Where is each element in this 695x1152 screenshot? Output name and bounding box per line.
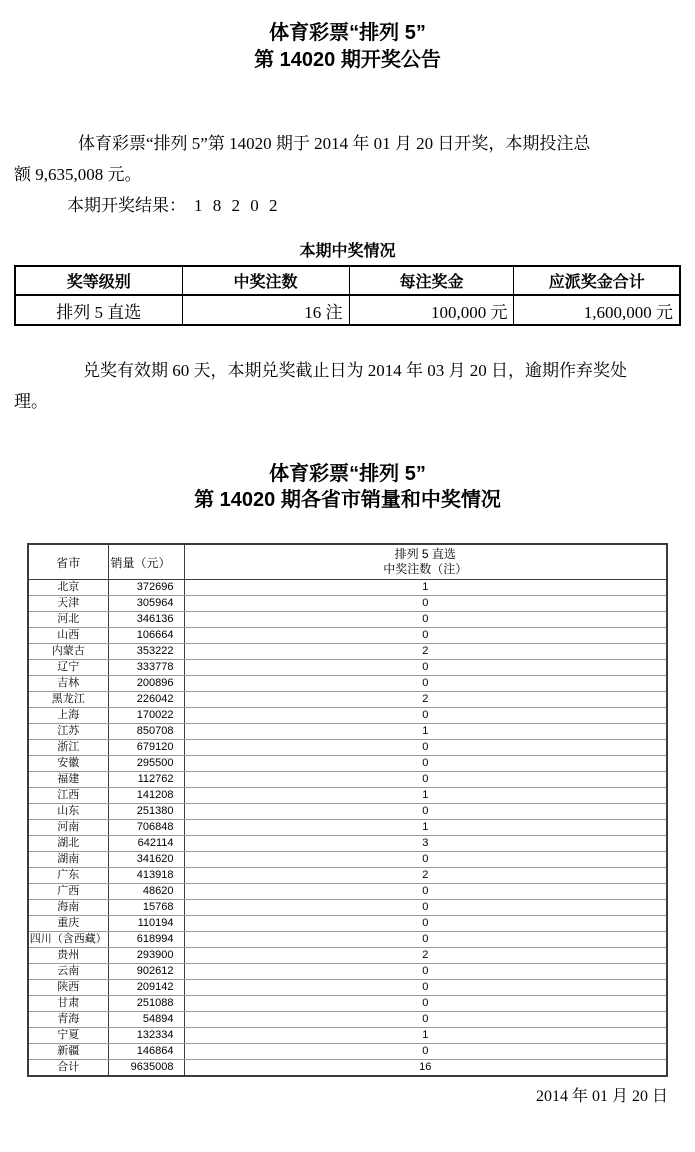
sales-header-count-line2: 中奖注数（注）	[383, 562, 468, 576]
province-cell: 上海	[28, 708, 108, 724]
sales-table-row	[28, 836, 667, 852]
sales-cell: 200896	[108, 676, 184, 692]
province-cell: 甘肃	[28, 996, 108, 1012]
count-cell: 0	[184, 596, 667, 612]
intro-paragraph	[14, 128, 681, 190]
province-cell: 山东	[28, 804, 108, 820]
sales-table-row	[28, 612, 667, 628]
sales-table-row	[28, 1012, 667, 1028]
count-cell: 0	[184, 660, 667, 676]
count-cell: 0	[184, 756, 667, 772]
count-cell: 0	[184, 964, 667, 980]
sales-table-row	[28, 772, 667, 788]
province-cell: 湖南	[28, 852, 108, 868]
sales-table	[27, 543, 668, 1077]
prize-table-header-row	[15, 266, 680, 295]
province-cell: 山西	[28, 628, 108, 644]
province-cell: 福建	[28, 772, 108, 788]
sales-cell: 146864	[108, 1044, 184, 1060]
province-cell: 贵州	[28, 948, 108, 964]
sales-cell: 132334	[108, 1028, 184, 1044]
province-cell: 辽宁	[28, 660, 108, 676]
sales-table-row	[28, 852, 667, 868]
province-cell: 浙江	[28, 740, 108, 756]
sales-cell: 333778	[108, 660, 184, 676]
count-cell: 1	[184, 580, 667, 596]
count-cell: 2	[184, 644, 667, 660]
sales-table-row	[28, 804, 667, 820]
redemption-paragraph	[14, 355, 681, 417]
count-cell: 1	[184, 724, 667, 740]
sales-cell: 618994	[108, 932, 184, 948]
intro-line1: 体育彩票“排列 5”第 14020 期于 2014 年 01 月 20 日开奖，本期投注总	[78, 134, 591, 153]
count-cell: 0	[184, 852, 667, 868]
sales-cell: 15768	[108, 900, 184, 916]
sales-table-row	[28, 820, 667, 836]
sales-header-count	[184, 544, 667, 580]
sales-table-row	[28, 660, 667, 676]
sales-table-row	[28, 692, 667, 708]
count-cell: 16	[184, 1060, 667, 1077]
sales-table-row	[28, 1060, 667, 1077]
announcement-title-line2: 第 14020 期开奖公告	[254, 49, 441, 71]
count-cell: 0	[184, 1044, 667, 1060]
sales-table-row	[28, 996, 667, 1012]
sales-cell: 112762	[108, 772, 184, 788]
sales-table-row	[28, 580, 667, 596]
province-cell: 广西	[28, 884, 108, 900]
sales-table-row	[28, 964, 667, 980]
count-cell: 0	[184, 916, 667, 932]
sales-cell: 251380	[108, 804, 184, 820]
count-cell: 0	[184, 996, 667, 1012]
province-cell: 内蒙古	[28, 644, 108, 660]
sales-cell: 209142	[108, 980, 184, 996]
sales-cell: 679120	[108, 740, 184, 756]
draw-result-label: 本期开奖结果：	[67, 196, 186, 215]
draw-result-numbers: 1 8 2 0 2	[194, 196, 281, 215]
count-cell: 0	[184, 740, 667, 756]
province-cell: 北京	[28, 580, 108, 596]
sales-table-row	[28, 740, 667, 756]
sales-cell: 305964	[108, 596, 184, 612]
prize-level-cell: 排列 5 直选	[15, 295, 182, 325]
sales-cell: 48620	[108, 884, 184, 900]
province-cell: 宁夏	[28, 1028, 108, 1044]
sales-cell: 902612	[108, 964, 184, 980]
count-cell: 2	[184, 948, 667, 964]
prize-amount-cell: 100,000 元	[349, 295, 514, 325]
sales-header-province: 省市	[28, 544, 108, 580]
sales-cell: 642114	[108, 836, 184, 852]
sales-table-row	[28, 900, 667, 916]
sales-cell: 141208	[108, 788, 184, 804]
province-cell: 吉林	[28, 676, 108, 692]
province-cell: 合计	[28, 1060, 108, 1077]
province-cell: 河南	[28, 820, 108, 836]
prize-table	[14, 265, 681, 326]
province-cell: 青海	[28, 1012, 108, 1028]
prize-header-amount: 每注奖金	[349, 266, 514, 295]
prize-count-cell: 16 注	[182, 295, 349, 325]
province-cell: 海南	[28, 900, 108, 916]
sales-cell: 9635008	[108, 1060, 184, 1077]
sales-table-row	[28, 708, 667, 724]
intro-line2: 额 9,635,008 元。	[14, 165, 142, 184]
sales-cell: 106664	[108, 628, 184, 644]
sales-cell: 251088	[108, 996, 184, 1012]
sales-table-row	[28, 948, 667, 964]
sales-table-row	[28, 628, 667, 644]
count-cell: 1	[184, 820, 667, 836]
announcement-title	[14, 0, 681, 74]
province-cell: 陕西	[28, 980, 108, 996]
province-cell: 新疆	[28, 1044, 108, 1060]
prize-header-level: 奖等级别	[15, 266, 182, 295]
sales-table-row	[28, 1028, 667, 1044]
sales-cell: 293900	[108, 948, 184, 964]
count-cell: 0	[184, 772, 667, 788]
sales-cell: 226042	[108, 692, 184, 708]
province-cell: 四川（含西藏）	[28, 932, 108, 948]
sales-table-row	[28, 1044, 667, 1060]
count-cell: 0	[184, 612, 667, 628]
sales-title-line1: 体育彩票“排列 5”	[269, 463, 426, 485]
count-cell: 0	[184, 884, 667, 900]
sales-table-header-row	[28, 544, 667, 580]
count-cell: 1	[184, 788, 667, 804]
province-cell: 云南	[28, 964, 108, 980]
sales-section-title	[14, 461, 681, 513]
prize-header-count: 中奖注数	[182, 266, 349, 295]
sales-table-row	[28, 884, 667, 900]
redemption-line2: 理。	[14, 392, 48, 411]
count-cell: 0	[184, 900, 667, 916]
province-cell: 天津	[28, 596, 108, 612]
redemption-line1: 兑奖有效期 60 天，本期兑奖截止日为 2014 年 03 月 20 日，逾期作弃奖处	[83, 361, 627, 380]
province-cell: 广东	[28, 868, 108, 884]
count-cell: 0	[184, 628, 667, 644]
sales-table-row	[28, 980, 667, 996]
prize-table-row	[15, 295, 680, 325]
sales-table-row	[28, 676, 667, 692]
count-cell: 0	[184, 1012, 667, 1028]
province-cell: 江苏	[28, 724, 108, 740]
sales-table-row	[28, 644, 667, 660]
sales-header-sales: 销量（元）	[108, 544, 184, 580]
sales-table-row	[28, 596, 667, 612]
sales-title-line2: 第 14020 期各省市销量和中奖情况	[194, 489, 501, 511]
prize-section-title: 本期中奖情况	[299, 243, 396, 260]
sales-table-row	[28, 756, 667, 772]
count-cell: 2	[184, 868, 667, 884]
province-cell: 湖北	[28, 836, 108, 852]
sales-table-row	[28, 724, 667, 740]
announcement-title-line1: 体育彩票“排列 5”	[269, 22, 426, 44]
sales-cell: 341620	[108, 852, 184, 868]
prize-total-cell: 1,600,000 元	[514, 295, 680, 325]
sales-table-row	[28, 916, 667, 932]
count-cell: 0	[184, 708, 667, 724]
sales-table-row	[28, 932, 667, 948]
prize-header-total: 应派奖金合计	[514, 266, 680, 295]
sales-table-body	[28, 580, 667, 1077]
sales-cell: 110194	[108, 916, 184, 932]
count-cell: 3	[184, 836, 667, 852]
count-cell: 2	[184, 692, 667, 708]
sales-table-row	[28, 868, 667, 884]
province-cell: 河北	[28, 612, 108, 628]
sales-cell: 54894	[108, 1012, 184, 1028]
province-cell: 安徽	[28, 756, 108, 772]
count-cell: 0	[184, 804, 667, 820]
sales-header-count-line1: 排列 5 直选	[394, 547, 456, 561]
sales-cell: 170022	[108, 708, 184, 724]
sales-cell: 295500	[108, 756, 184, 772]
sales-cell: 353222	[108, 644, 184, 660]
count-cell: 1	[184, 1028, 667, 1044]
sales-cell: 850708	[108, 724, 184, 740]
announcement-date: 2014 年 01 月 20 日	[535, 1088, 668, 1105]
sales-table-row	[28, 788, 667, 804]
count-cell: 0	[184, 932, 667, 948]
province-cell: 重庆	[28, 916, 108, 932]
sales-cell: 372696	[108, 580, 184, 596]
count-cell: 0	[184, 676, 667, 692]
sales-cell: 346136	[108, 612, 184, 628]
province-cell: 黑龙江	[28, 692, 108, 708]
sales-cell: 706848	[108, 820, 184, 836]
province-cell: 江西	[28, 788, 108, 804]
count-cell: 0	[184, 980, 667, 996]
draw-result	[14, 190, 681, 221]
sales-cell: 413918	[108, 868, 184, 884]
